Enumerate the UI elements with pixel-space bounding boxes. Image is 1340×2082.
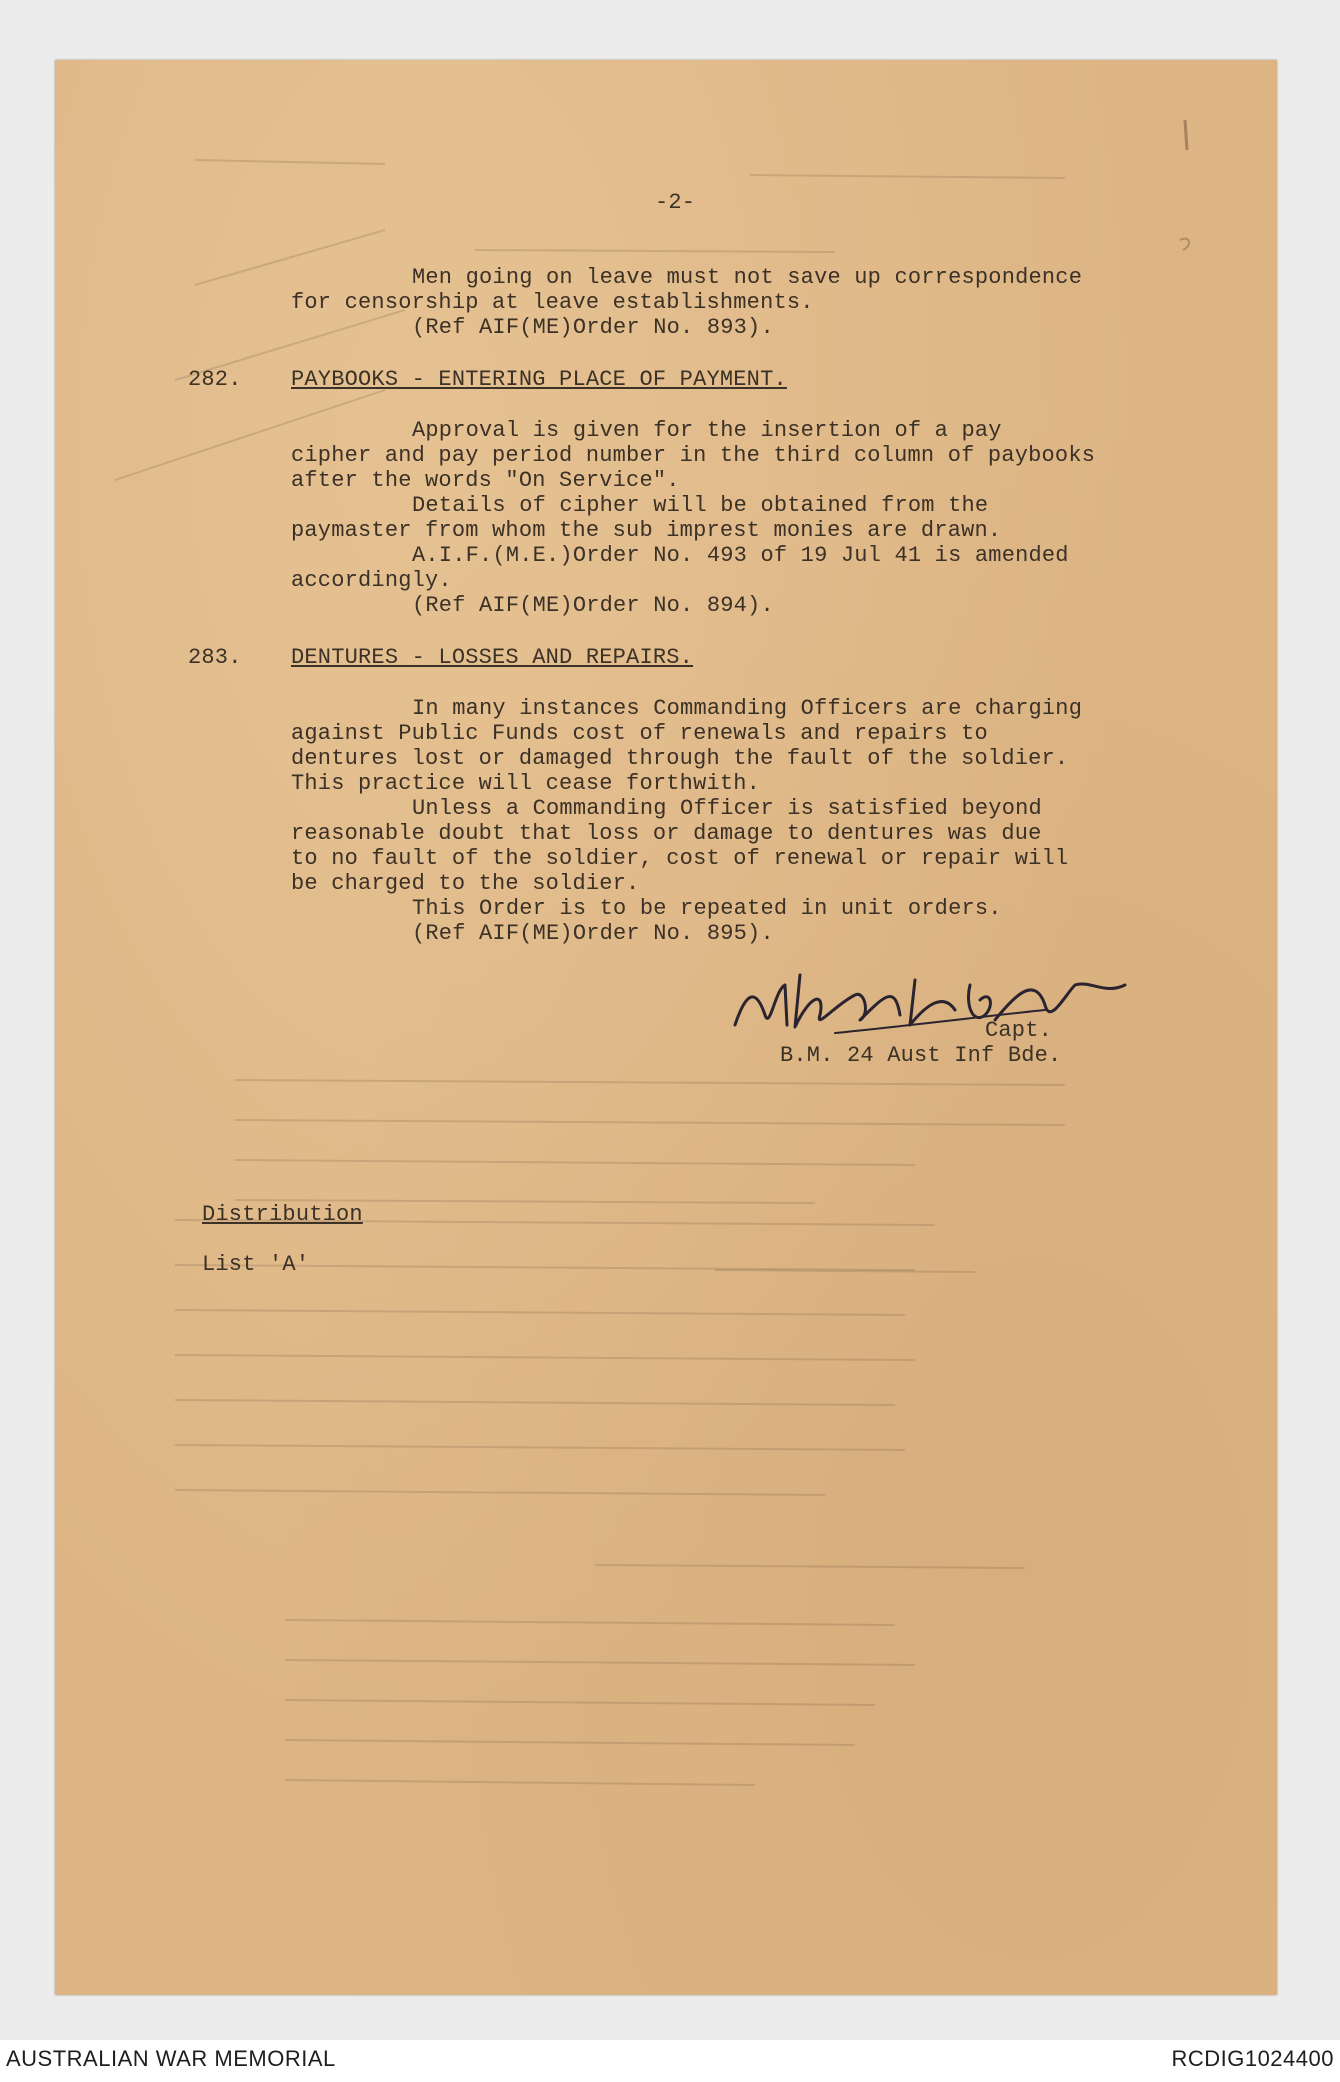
para-282-line: paymaster from whom the sub imprest monies are drawn. — [291, 518, 1002, 543]
para-283-line: be charged to the soldier. — [291, 871, 640, 896]
margin-marks — [1165, 110, 1205, 270]
para-281-ref: (Ref AIF(ME)Order No. 893). — [412, 315, 774, 340]
para-282-line: A.I.F.(M.E.)Order No. 493 of 19 Jul 41 is amended — [412, 543, 1069, 568]
para-283-line: against Public Funds cost of renewals and repairs to — [291, 721, 988, 746]
para-282-line: after the words "On Service". — [291, 468, 680, 493]
para-282-line: Details of cipher will be obtained from the — [412, 493, 989, 518]
para-282-line: accordingly. — [291, 568, 452, 593]
para-282-number: 282. — [188, 367, 242, 392]
para-282-heading: PAYBOOKS - ENTERING PLACE OF PAYMENT. — [291, 367, 787, 392]
para-281-line: for censorship at leave establishments. — [291, 290, 814, 315]
signature-appointment: B.M. 24 Aust Inf Bde. — [780, 1043, 1062, 1068]
para-283-line: In many instances Commanding Officers are charging — [412, 696, 1083, 721]
footer-record-id: RCDIG1024400 — [1171, 2046, 1334, 2071]
distribution-list: List 'A' — [202, 1252, 310, 1277]
para-283-line: reasonable doubt that loss or damage to dentures was due — [291, 821, 1042, 846]
para-283-line: dentures lost or damaged through the fault of the soldier. — [291, 746, 1069, 771]
para-283-line: This practice will cease forthwith. — [291, 771, 761, 796]
para-283-heading: DENTURES - LOSSES AND REPAIRS. — [291, 645, 694, 670]
para-282-ref: (Ref AIF(ME)Order No. 894). — [412, 593, 774, 618]
document-page — [55, 60, 1277, 1995]
para-282-line: Approval is given for the insertion of a pay — [412, 418, 1002, 443]
signature-rank: Capt. — [985, 1018, 1053, 1043]
para-283-line: to no fault of the soldier, cost of renewal or repair will — [291, 846, 1069, 871]
distribution-heading: Distribution — [202, 1202, 363, 1227]
handwritten-signature — [715, 955, 1135, 1045]
para-283-line: This Order is to be repeated in unit orders. — [412, 896, 1002, 921]
page-number: -2- — [655, 190, 696, 215]
para-281-line: Men going on leave must not save up correspondence — [412, 265, 1083, 290]
footer-institution: AUSTRALIAN WAR MEMORIAL — [6, 2046, 336, 2071]
para-283-ref: (Ref AIF(ME)Order No. 895). — [412, 921, 774, 946]
para-282-line: cipher and pay period number in the third column of paybooks — [291, 443, 1096, 468]
para-283-line: Unless a Commanding Officer is satisfied beyond — [412, 796, 1042, 821]
para-283-number: 283. — [188, 645, 242, 670]
